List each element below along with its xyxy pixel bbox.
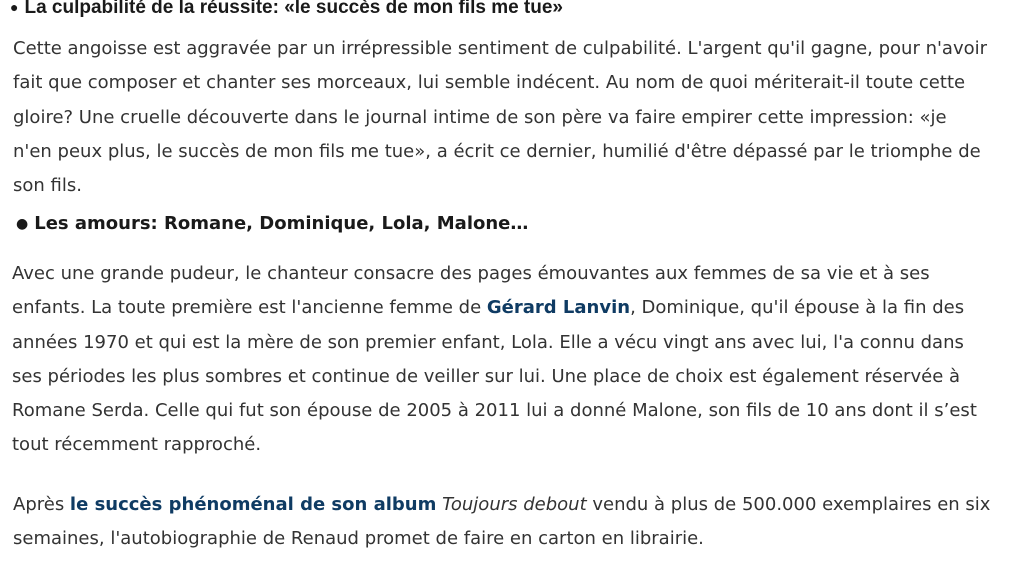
gerard-lanvin-link[interactable]: Gérard Lanvin	[486, 297, 631, 319]
paragraph-line	[13, 488, 1003, 522]
text-fragment: , Dominique, qu'il épouse à la fin des	[630, 297, 965, 319]
section-heading-loves	[16, 213, 528, 235]
text-fragment: enfants. La toute première est l'ancienne femme de	[12, 297, 487, 319]
paragraph-line: années 1970 et qui est la mère de son premier enfant, Lola. Elle a vécu vingt ans avec lui, l'a connu dans	[12, 331, 964, 353]
paragraph-line: n'en peux plus, le succès de mon fils me tue», a écrit ce dernier, humilié d'être dépassé par le triomphe de	[13, 140, 981, 162]
album-success-link[interactable]: le succès phénoménal de son album	[69, 494, 437, 515]
paragraph-line: gloire? Une cruelle découverte dans le journal intime de son père va faire empirer cette impression: «je	[13, 106, 947, 128]
paragraph-line: Avec une grande pudeur, le chanteur consacre des pages émouvantes aux femmes de sa vie et à ses	[12, 263, 930, 284]
paragraph-line: fait que composer et chanter ses morceaux, lui semble indécent. Au nom de quoi mériterait-il toute cette	[13, 72, 966, 94]
paragraph-guilt	[13, 32, 1003, 203]
section-heading-guilt	[10, 0, 563, 19]
book-title: Toujours debout	[442, 494, 587, 515]
paragraph-album	[13, 488, 1003, 557]
section-heading-guilt-text: La culpabilité de la réussite: «le succès de mon fils me tue»	[24, 0, 563, 18]
section-heading-loves-text: Les amours: Romane, Dominique, Lola, Malone…	[34, 213, 529, 234]
paragraph-line: Romane Serda. Celle qui fut son épouse de 2005 à 2011 lui a donné Malone, son fils de 10 ans dont il s’est	[12, 400, 977, 422]
text-fragment: Après	[13, 494, 70, 515]
paragraph-line: son fils.	[13, 175, 82, 197]
paragraph-line: Cette angoisse est aggravée par un irrépressible sentiment de culpabilité. L'argent qu'il gagne, pour n'avoir	[13, 38, 988, 59]
paragraph-line: ses périodes les plus sombres et continue de veiller sur lui. Une place de choix est également réservée à	[12, 365, 961, 387]
paragraph-line: tout récemment rapproché.	[12, 434, 262, 456]
paragraph-loves	[12, 257, 1002, 463]
paragraph-line	[12, 291, 1002, 325]
text-fragment: vendu à plus de 500.000 exemplaires en six	[586, 494, 991, 515]
bullet-icon: ●	[16, 216, 29, 232]
paragraph-line: semaines, l'autobiographie de Renaud promet de faire en carton en librairie.	[13, 528, 704, 550]
bullet-icon: ●	[10, 0, 19, 15]
